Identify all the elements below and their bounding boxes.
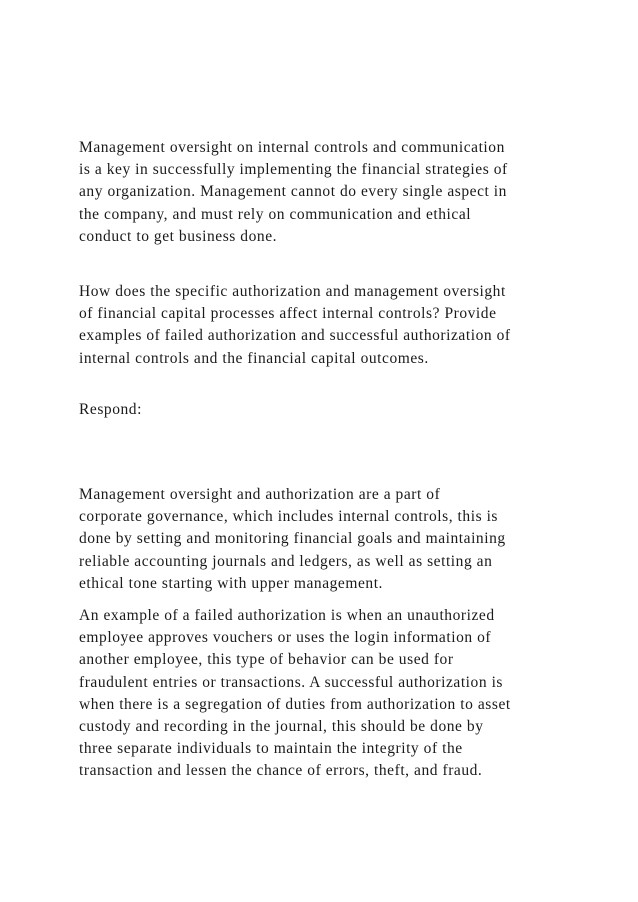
text-line: Respond:	[79, 401, 142, 418]
text-line: custody and recording in the journal, this should be done by	[79, 718, 484, 736]
text-line: another employee, this type of behavior can be used for	[79, 651, 454, 669]
text-line: corporate governance, which includes internal controls, this is	[79, 508, 499, 526]
question-paragraph	[79, 281, 511, 370]
text-line: employee approves vouchers or uses the login information of	[79, 629, 492, 647]
text-line: Management oversight and authorization are a part of	[79, 486, 441, 503]
text-line: the company, and must rely on communication and ethical	[79, 205, 472, 223]
text-line: internal controls and the financial capital outcomes.	[79, 349, 429, 367]
text-line: examples of failed authorization and successful authorization of	[79, 327, 511, 345]
text-line: An example of a failed authorization is when an unauthorized	[79, 607, 495, 624]
respond-heading	[79, 399, 142, 421]
text-line: any organization. Management cannot do every single aspect in	[79, 183, 507, 201]
text-line: three separate individuals to maintain the integrity of the	[79, 740, 463, 758]
text-line: done by setting and monitoring financial goals and maintaining	[79, 530, 506, 548]
text-line: How does the specific authorization and management oversight	[79, 283, 506, 300]
text-line: ethical tone starting with upper management.	[79, 574, 383, 592]
intro-paragraph	[79, 137, 508, 248]
text-line: fraudulent entries or transactions. A successful authorization is	[79, 673, 504, 691]
example-paragraph	[79, 605, 511, 783]
text-line: conduct to get business done.	[79, 227, 278, 245]
text-line: transaction and lessen the chance of errors, theft, and fraud.	[79, 762, 483, 780]
text-line: reliable accounting journals and ledgers, as well as setting an	[79, 552, 493, 570]
text-line: of financial capital processes affect internal controls? Provide	[79, 305, 497, 323]
text-line: is a key in successfully implementing the financial strategies of	[79, 161, 508, 179]
response-paragraph	[79, 484, 506, 595]
text-line: Management oversight on internal controls and communication	[79, 139, 505, 156]
text-line: when there is a segregation of duties from authorization to asset	[79, 695, 511, 713]
